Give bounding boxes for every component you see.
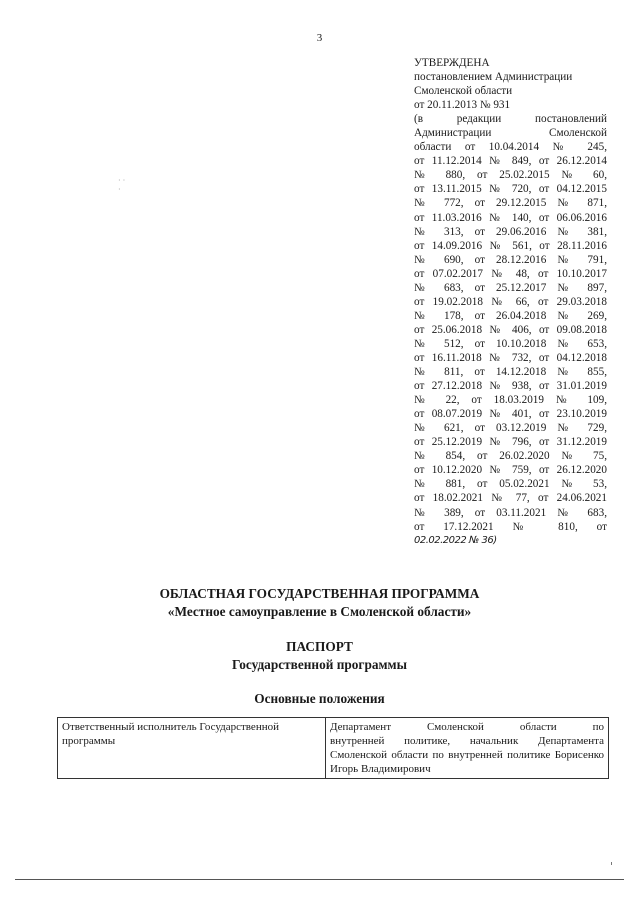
approval-line: от 20.11.2013 № 931 xyxy=(414,99,511,112)
scan-artifact xyxy=(611,862,612,865)
amendment-line: от 07.02.2017 № 48, от 10.10.2017 xyxy=(414,267,607,280)
section-title: Основные положения xyxy=(254,691,385,706)
amendment-line: № 811, от 14.12.2018 № 855, xyxy=(414,366,607,379)
amendment-line: № 22, от 18.03.2019 № 109, xyxy=(414,394,607,407)
handwritten-date-number: 02.02.2022 № 36) xyxy=(414,534,497,546)
passport-subtitle: Государственной программы xyxy=(231,657,407,672)
amendment-line: № 772, от 29.12.2015 № 871, xyxy=(414,197,607,210)
table-cell-value xyxy=(326,718,609,779)
amendment-line: от 18.02.2021 № 77, от 24.06.2021 xyxy=(414,492,607,505)
amendment-line: от 08.07.2019 № 401, от 23.10.2019 xyxy=(414,408,607,421)
amendment-line: № 389, от 03.11.2021 № 683, xyxy=(414,506,607,519)
table-row xyxy=(58,718,609,779)
amendment-line: № 854, от 26.02.2020 № 75, xyxy=(414,450,607,463)
program-title: ОБЛАСТНАЯ ГОСУДАРСТВЕННАЯ ПРОГРАММА xyxy=(159,586,480,601)
amendment-line: № 683, от 25.12.2017 № 897, xyxy=(414,281,607,294)
approval-line: Смоленской области xyxy=(414,85,513,98)
amendment-line: от 25.12.2019 № 796, от 31.12.2019 xyxy=(414,436,607,449)
passport-table xyxy=(57,717,609,779)
program-subtitle: «Местное самоуправление в Смоленской области» xyxy=(167,604,472,619)
amendment-line: от 27.12.2018 № 938, от 31.01.2019 xyxy=(414,380,607,393)
amendment-line: от 25.06.2018 № 406, от 09.08.2018 xyxy=(414,323,607,336)
page-bottom-rule xyxy=(15,879,624,880)
amendment-line: № 512, от 10.10.2018 № 653, xyxy=(414,337,607,350)
table-cell-value-rest: внутренней политике, начальник Департамента Смоленской области по внутренней политике Борисенко Игорь Владимирович xyxy=(330,735,604,775)
table-cell-value-line1: Департамент Смоленской области по xyxy=(330,721,604,733)
amendment-line: (в редакции постановлений xyxy=(414,113,607,126)
amendment-line: области от 10.04.2014 № 245, xyxy=(414,141,607,154)
approval-block xyxy=(414,56,607,548)
amendment-line: № 621, от 03.12.2019 № 729, xyxy=(414,422,607,435)
amendment-line: № 690, от 28.12.2016 № 791, xyxy=(414,253,607,266)
amendment-line: от 11.12.2014 № 849, от 26.12.2014 xyxy=(414,155,607,168)
amendment-line: № 880, от 25.02.2015 № 60, xyxy=(414,169,607,182)
approval-line: УТВЕРЖДЕНА xyxy=(414,57,490,69)
table-cell-label: Ответственный исполнитель Государственной программы xyxy=(58,718,326,779)
approval-line: постановлением Администрации xyxy=(414,71,573,84)
amendment-line: № 178, от 26.04.2018 № 269, xyxy=(414,309,607,322)
amendment-line: от 10.12.2020 № 759, от 26.12.2020 xyxy=(414,464,607,477)
amendment-line: № 881, от 05.02.2021 № 53, xyxy=(414,478,607,491)
amendment-line: от 13.11.2015 № 720, от 04.12.2015 xyxy=(414,183,607,196)
amendment-line: № 313, от 29.06.2016 № 381, xyxy=(414,225,607,238)
passport-title: ПАСПОРТ xyxy=(286,639,353,654)
scan-artifact: · · · xyxy=(118,176,126,194)
amendment-line: от 19.02.2018 № 66, от 29.03.2018 xyxy=(414,295,607,308)
amendment-line: Администрации Смоленской xyxy=(414,127,607,140)
page-number: 3 xyxy=(316,32,323,44)
amendment-line: от 16.11.2018 № 732, от 04.12.2018 xyxy=(414,351,607,364)
amendment-line: от 11.03.2016 № 140, от 06.06.2016 xyxy=(414,211,607,224)
amendment-line: от 14.09.2016 № 561, от 28.11.2016 xyxy=(414,239,607,252)
amendment-line: от 17.12.2021 № 810, от xyxy=(414,520,607,533)
